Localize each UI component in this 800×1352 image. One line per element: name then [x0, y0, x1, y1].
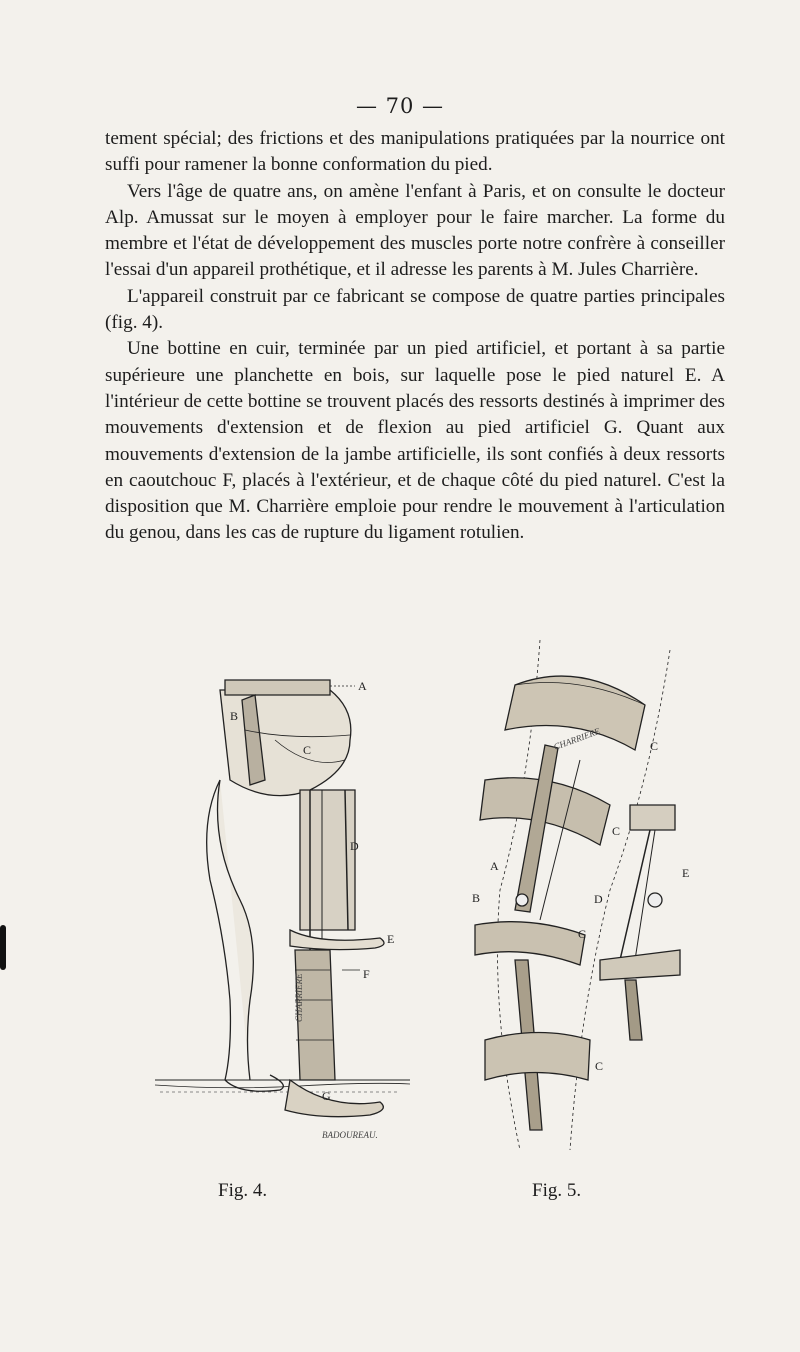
fig5-label-c2: C: [612, 824, 621, 838]
figure-4-illustration: [150, 640, 420, 1180]
fig4-label-d: D: [350, 839, 359, 853]
figure-4-caption: Fig. 4.: [218, 1180, 268, 1201]
fig5-label-d: D: [594, 892, 603, 906]
page-number: — 70 —: [355, 94, 445, 118]
fig4-label-g: G: [322, 1089, 331, 1103]
fig5-label-e: E: [682, 866, 690, 880]
fig5-label-b: B: [472, 891, 481, 905]
fig4-label-c: C: [303, 743, 312, 757]
paragraph-3: L'appareil construit par ce fabricant se compose de quatre parties principales (fig. 4).: [105, 285, 725, 334]
figure-5-caption: Fig. 5.: [532, 1180, 582, 1201]
paragraph-4: Une bottine en cuir, terminée par un pied artificiel, et portant à sa partie supérieure une planchette en bois, sur laquelle pose le pied naturel E. A l'intérieur de cette bottine se trouvent placés des ressorts destinés à imprimer des mouvements d'extension et de flexion au pied artificiel G. Quant aux mouvements d'extension de la jambe artificielle, ils sont confiés à deux ressorts en caoutchouc F, placés à l'extérieur, et de chaque côté du pied naturel. C'est la disposition que M. Charrière emploie pour rendre le mouvement à l'articulation du genou, dans les cas de rupture du ligament rotulien.: [105, 338, 725, 544]
fig4-label-a: A: [358, 679, 367, 693]
fig5-stamp: CHARRIERE: [552, 725, 602, 752]
fig5-label-a: A: [490, 859, 499, 873]
fig4-label-f: F: [363, 967, 370, 981]
fig5-label-c4: C: [595, 1059, 604, 1073]
fig4-label-e: E: [387, 932, 395, 946]
page-edge-mark: [0, 925, 6, 970]
paragraph-1: tement spécial; des frictions et des manipulations pratiquées par la nourrice ont suffi pour ramener la bonne conformation du pied.: [105, 128, 725, 176]
fig5-label-c1: C: [650, 739, 659, 753]
paragraph-2: Vers l'âge de quatre ans, on amène l'enfant à Paris, et on consulte le docteur Alp. Amussat sur le moyen à employer pour le faire marcher. La forme du membre et l'état de développement des muscles porte notre confrère à conseiller l'essai d'un appareil prothétique, et il adresse les parents à M. Jules Charrière.: [105, 180, 725, 281]
fig4-engraver-signature: BADOUREAU.: [322, 1130, 378, 1140]
fig4-stamp: CHARRIERE: [294, 973, 304, 1022]
fig4-label-b: B: [230, 709, 239, 723]
fig5-label-c3: C: [578, 927, 587, 941]
body-text: [105, 126, 725, 547]
figure-5-illustration: [460, 630, 700, 1180]
